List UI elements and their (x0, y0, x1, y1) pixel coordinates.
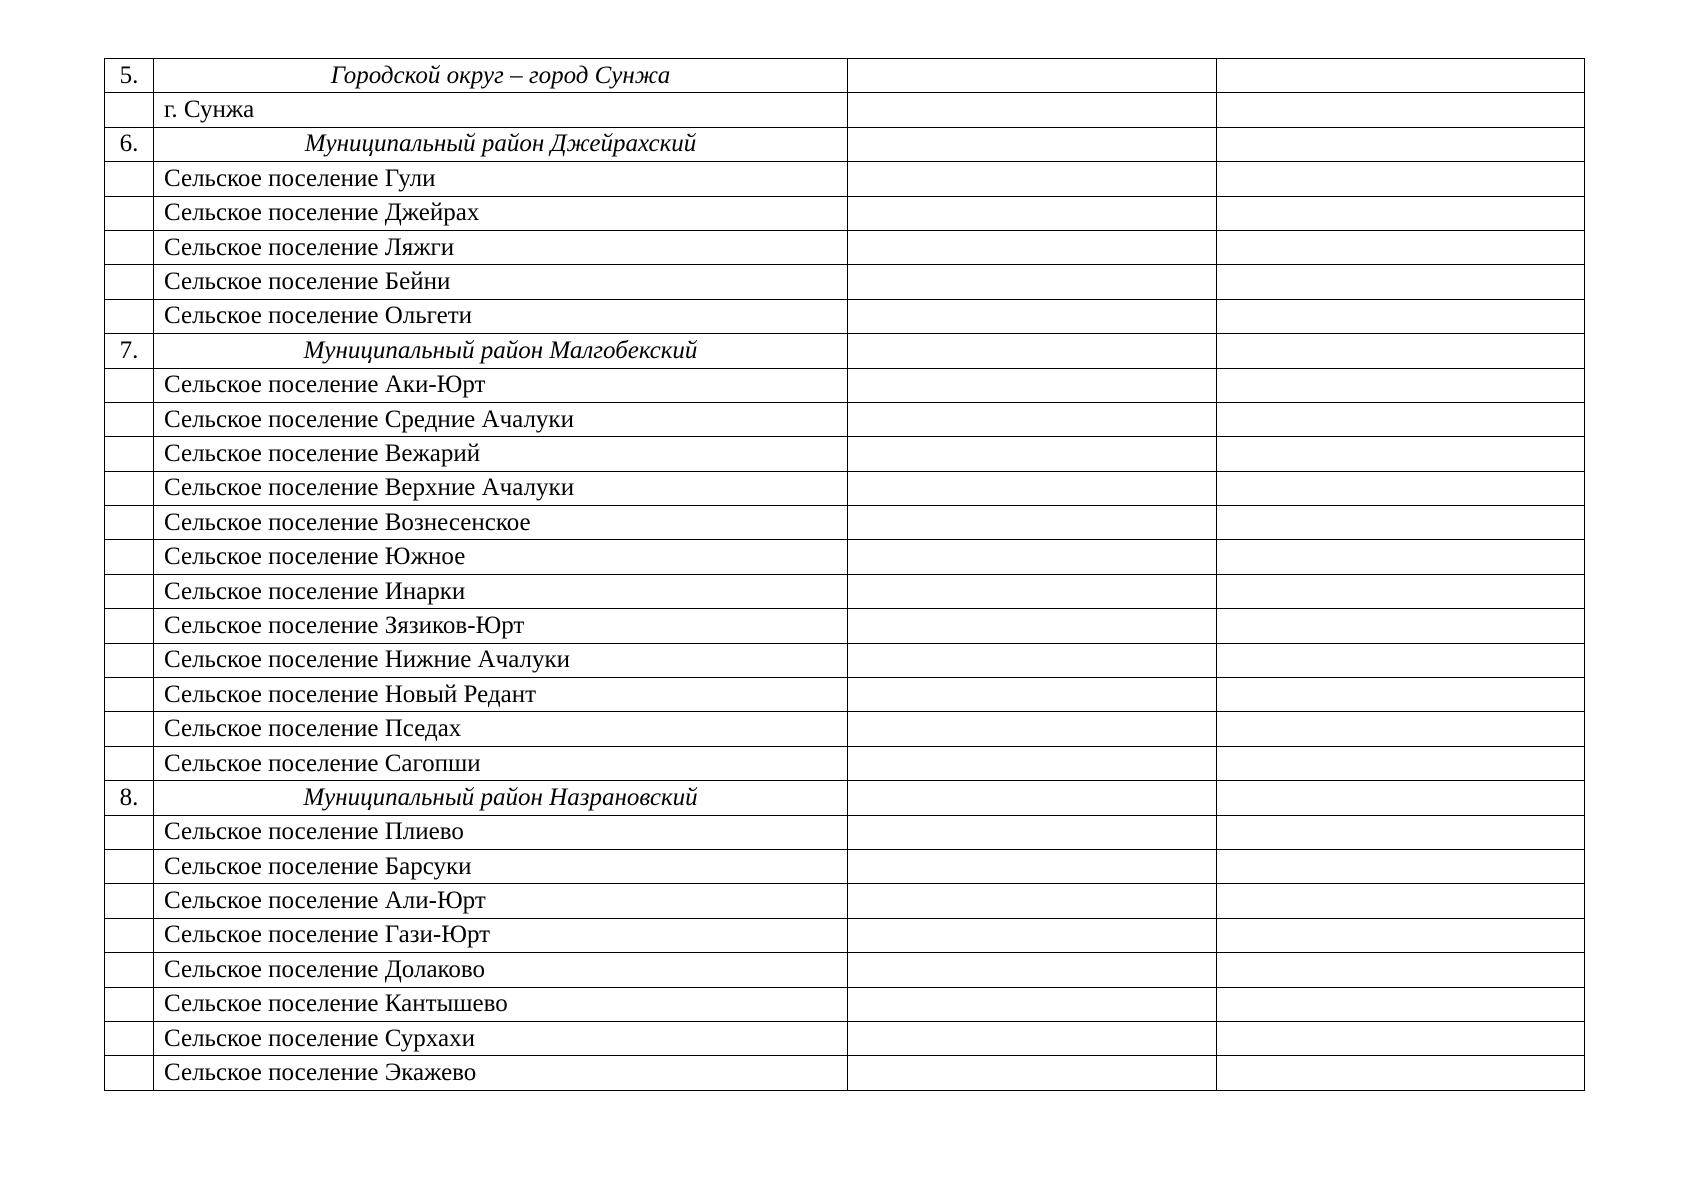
row-number (105, 987, 154, 1021)
settlement-name: Сельское поселение Нижние Ачалуки (154, 643, 848, 677)
empty-cell (848, 1021, 1217, 1055)
settlement-name: Сельское поселение Новый Редант (154, 678, 848, 712)
empty-cell (848, 127, 1217, 161)
empty-cell (1217, 506, 1585, 540)
row-number (105, 1056, 154, 1090)
empty-cell (1217, 781, 1585, 815)
empty-cell (848, 540, 1217, 574)
empty-cell (848, 643, 1217, 677)
table-row (105, 471, 1585, 505)
empty-cell (848, 746, 1217, 780)
empty-cell (1217, 230, 1585, 264)
empty-cell (1217, 1021, 1585, 1055)
empty-cell (1217, 299, 1585, 333)
empty-cell (848, 471, 1217, 505)
empty-cell (848, 987, 1217, 1021)
empty-cell (1217, 93, 1585, 127)
empty-cell (848, 1056, 1217, 1090)
row-number (105, 368, 154, 402)
settlement-name: Сельское поселение Пседах (154, 712, 848, 746)
row-number (105, 849, 154, 883)
table-row (105, 540, 1585, 574)
empty-cell (848, 196, 1217, 230)
row-number (105, 230, 154, 264)
empty-cell (1217, 987, 1585, 1021)
section-title: Муниципальный район Джейрахский (154, 127, 848, 161)
empty-cell (1217, 127, 1585, 161)
row-number (105, 609, 154, 643)
row-number (105, 162, 154, 196)
section-title: Муниципальный район Малгобекский (154, 334, 848, 368)
row-number: 7. (105, 334, 154, 368)
table-row (105, 1021, 1585, 1055)
empty-cell (1217, 678, 1585, 712)
settlement-name: Сельское поселение Барсуки (154, 849, 848, 883)
table-row (105, 884, 1585, 918)
empty-cell (848, 59, 1217, 93)
table-row (105, 299, 1585, 333)
empty-cell (848, 678, 1217, 712)
empty-cell (848, 815, 1217, 849)
table-row (105, 574, 1585, 608)
empty-cell (1217, 746, 1585, 780)
table-row (105, 93, 1585, 127)
settlement-name: Сельское поселение Бейни (154, 265, 848, 299)
settlement-name: Сельское поселение Гули (154, 162, 848, 196)
table-row (105, 1056, 1585, 1090)
table-row (105, 368, 1585, 402)
table-row (105, 987, 1585, 1021)
row-number: 8. (105, 781, 154, 815)
section-row (105, 334, 1585, 368)
settlement-name: г. Сунжа (154, 93, 848, 127)
empty-cell (848, 162, 1217, 196)
table-row (105, 506, 1585, 540)
row-number (105, 1021, 154, 1055)
row-number (105, 402, 154, 436)
row-number (105, 265, 154, 299)
row-number (105, 953, 154, 987)
empty-cell (1217, 884, 1585, 918)
table-row (105, 196, 1585, 230)
settlement-name: Сельское поселение Средние Ачалуки (154, 402, 848, 436)
empty-cell (848, 230, 1217, 264)
empty-cell (848, 712, 1217, 746)
empty-cell (848, 918, 1217, 952)
empty-cell (1217, 334, 1585, 368)
empty-cell (848, 265, 1217, 299)
empty-cell (1217, 643, 1585, 677)
empty-cell (1217, 849, 1585, 883)
row-number (105, 574, 154, 608)
empty-cell (1217, 540, 1585, 574)
settlements-table (104, 58, 1585, 1091)
empty-cell (1217, 437, 1585, 471)
table-row (105, 712, 1585, 746)
settlement-name: Сельское поселение Плиево (154, 815, 848, 849)
empty-cell (1217, 265, 1585, 299)
row-number (105, 643, 154, 677)
settlement-name: Сельское поселение Южное (154, 540, 848, 574)
settlement-name: Сельское поселение Вознесенское (154, 506, 848, 540)
empty-cell (848, 368, 1217, 402)
table-row (105, 953, 1585, 987)
empty-cell (1217, 1056, 1585, 1090)
row-number: 5. (105, 59, 154, 93)
settlement-name: Сельское поселение Али-Юрт (154, 884, 848, 918)
settlement-name: Сельское поселение Джейрах (154, 196, 848, 230)
row-number (105, 196, 154, 230)
table-row (105, 678, 1585, 712)
section-row (105, 127, 1585, 161)
settlement-name: Сельское поселение Зязиков-Юрт (154, 609, 848, 643)
table-row (105, 849, 1585, 883)
settlement-name: Сельское поселение Сагопши (154, 746, 848, 780)
empty-cell (1217, 574, 1585, 608)
table-row (105, 609, 1585, 643)
row-number (105, 93, 154, 127)
table-row (105, 918, 1585, 952)
table-row (105, 265, 1585, 299)
empty-cell (1217, 815, 1585, 849)
empty-cell (1217, 368, 1585, 402)
empty-cell (1217, 953, 1585, 987)
table-row (105, 402, 1585, 436)
row-number (105, 471, 154, 505)
empty-cell (1217, 712, 1585, 746)
empty-cell (848, 402, 1217, 436)
row-number (105, 746, 154, 780)
settlement-name: Сельское поселение Вежарий (154, 437, 848, 471)
empty-cell (848, 884, 1217, 918)
table-row (105, 230, 1585, 264)
table-row (105, 643, 1585, 677)
table-row (105, 162, 1585, 196)
table-row (105, 437, 1585, 471)
empty-cell (848, 93, 1217, 127)
section-title: Городской округ – город Сунжа (154, 59, 848, 93)
row-number (105, 815, 154, 849)
settlement-name: Сельское поселение Аки-Юрт (154, 368, 848, 402)
settlement-name: Сельское поселение Экажево (154, 1056, 848, 1090)
empty-cell (1217, 59, 1585, 93)
row-number (105, 299, 154, 333)
empty-cell (1217, 609, 1585, 643)
settlement-name: Сельское поселение Ляжги (154, 230, 848, 264)
settlement-name: Сельское поселение Инарки (154, 574, 848, 608)
empty-cell (848, 953, 1217, 987)
row-number (105, 437, 154, 471)
empty-cell (1217, 196, 1585, 230)
section-title: Муниципальный район Назрановский (154, 781, 848, 815)
table-body (105, 59, 1585, 1091)
row-number (105, 884, 154, 918)
table-row (105, 746, 1585, 780)
empty-cell (848, 609, 1217, 643)
empty-cell (848, 334, 1217, 368)
row-number (105, 918, 154, 952)
empty-cell (1217, 918, 1585, 952)
settlement-name: Сельское поселение Кантышево (154, 987, 848, 1021)
empty-cell (848, 437, 1217, 471)
settlement-name: Сельское поселение Гази-Юрт (154, 918, 848, 952)
section-row (105, 781, 1585, 815)
empty-cell (848, 849, 1217, 883)
empty-cell (848, 506, 1217, 540)
empty-cell (848, 574, 1217, 608)
empty-cell (1217, 471, 1585, 505)
settlement-name: Сельское поселение Долаково (154, 953, 848, 987)
settlement-name: Сельское поселение Ольгети (154, 299, 848, 333)
section-row (105, 59, 1585, 93)
empty-cell (848, 299, 1217, 333)
settlement-name: Сельское поселение Сурхахи (154, 1021, 848, 1055)
empty-cell (848, 781, 1217, 815)
row-number (105, 712, 154, 746)
table-row (105, 815, 1585, 849)
row-number (105, 678, 154, 712)
empty-cell (1217, 402, 1585, 436)
empty-cell (1217, 162, 1585, 196)
row-number (105, 506, 154, 540)
row-number: 6. (105, 127, 154, 161)
settlement-name: Сельское поселение Верхние Ачалуки (154, 471, 848, 505)
row-number (105, 540, 154, 574)
